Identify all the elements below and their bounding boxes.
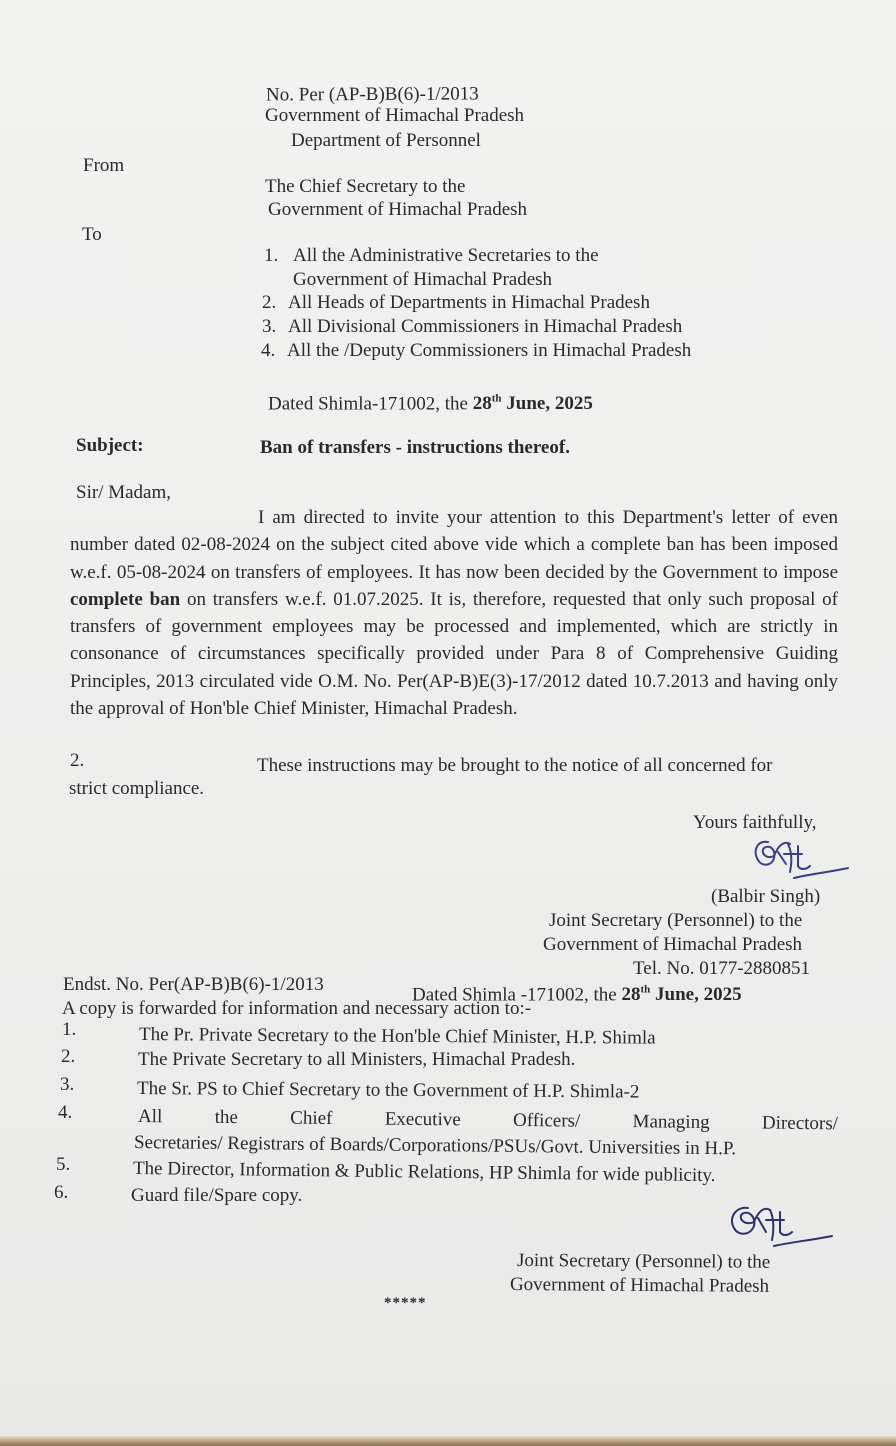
- copy-number: 2.: [61, 1046, 76, 1067]
- endorsement-month-year: June, 2025: [655, 984, 742, 1006]
- copy-number: 1.: [62, 1019, 77, 1040]
- end-mark: *****: [384, 1295, 427, 1311]
- header-government: Government of Himachal Pradesh: [265, 105, 525, 126]
- subject-text: Ban of transfers - instructions thereof.: [260, 437, 570, 458]
- from-line-2: Government of Himachal Pradesh: [268, 199, 528, 220]
- copy-item: The Sr. PS to Chief Secretary to the Government of H.P. Shimla-2: [136, 1078, 640, 1103]
- addressee-number: 3.: [262, 316, 277, 337]
- addressee-item-cont: Government of Himachal Pradesh: [293, 269, 553, 290]
- paragraph-2-number: 2.: [70, 750, 85, 771]
- copy-item: The Director, Information & Public Relations, HP Shimla for wide publicity.: [132, 1158, 716, 1187]
- addressee-item: All Divisional Commissioners in Himachal Pradesh: [288, 316, 683, 337]
- header-department: Department of Personnel: [291, 130, 481, 151]
- signatory-designation: Joint Secretary (Personnel) to the: [549, 910, 803, 931]
- reference-number: No. Per (AP-B)B(6)-1/2013: [265, 83, 479, 106]
- from-label: From: [83, 155, 125, 176]
- addressee-item: All Heads of Departments in Himachal Pradesh: [288, 292, 650, 313]
- body-paragraph-1: [70, 504, 838, 722]
- dated-suffix: th: [491, 393, 502, 405]
- endorsement-day: 28: [621, 984, 641, 1006]
- body-p1-bold: complete ban: [70, 588, 181, 610]
- signature-image-1: [748, 832, 852, 884]
- closing-yours-faithfully: Yours faithfully,: [693, 812, 817, 833]
- endorsement-suffix: th: [640, 984, 651, 996]
- endorsement-government: Government of Himachal Pradesh: [509, 1274, 770, 1297]
- body-p1-after: on transfers w.e.f. 01.07.2025. It is, therefore, requested that only such proposal of transfers of government employees may be processed and implemented, which are strictly in consonance of circumstances specifically provided under Para 8 of Comprehensive Guiding Principles, 2013 circulated vide O.M. No. Per(AP-B)E(3)-17/2012 dated 10.7.2013 and having only the approval of Hon'ble Chief Minister, Himachal Pradesh.: [70, 588, 838, 720]
- copy-item: All the Chief Executive Officers/ Managing Directors/: [137, 1106, 839, 1135]
- signatory-government: Government of Himachal Pradesh: [543, 934, 803, 955]
- dated-line: [268, 388, 593, 415]
- endorsement-designation: Joint Secretary (Personnel) to the: [516, 1250, 771, 1273]
- addressee-item: All the Administrative Secretaries to the: [293, 245, 599, 266]
- copy-item: Guard file/Spare copy.: [131, 1185, 303, 1206]
- signature-image-2: [726, 1196, 836, 1252]
- copy-number: 3.: [60, 1074, 75, 1095]
- signatory-telephone: Tel. No. 0177-2880851: [633, 958, 811, 979]
- addressee-item: All the /Deputy Commissioners in Himachal Pradesh: [287, 340, 692, 361]
- copy-item-cont: Secretaries/ Registrars of Boards/Corporations/PSUs/Govt. Universities in H.P.: [133, 1132, 737, 1160]
- salutation: Sir/ Madam,: [76, 482, 171, 503]
- copy-number: 5.: [56, 1154, 71, 1175]
- paper-bottom-edge: [0, 1436, 896, 1446]
- subject-label: Subject:: [76, 435, 144, 456]
- endorsement-dated-prefix: Dated Shimla -171002, the: [412, 984, 617, 1006]
- copy-number: 4.: [58, 1102, 73, 1123]
- body-p1-before: I am directed to invite your attention to this Department's letter of even number dated 02-08-2024 on the subject cited above vide which a complete ban has been imposed w.e.f. 05-08-2024 on transfers of employees. It has now been decided by the Government to impose: [70, 507, 838, 583]
- signatory-name: (Balbir Singh): [711, 886, 821, 907]
- copy-number: 6.: [54, 1182, 69, 1203]
- paragraph-2-text: These instructions may be brought to the notice of all concerned for: [257, 755, 773, 776]
- endorsement-number: Endst. No. Per(AP-B)B(6)-1/2013: [63, 974, 324, 995]
- endorsement-intro: A copy is forwarded for information and necessary action to:-: [62, 998, 532, 1019]
- addressee-number: 2.: [262, 292, 277, 313]
- to-label: To: [82, 224, 102, 245]
- copy-item: The Private Secretary to all Ministers, Himachal Pradesh.: [138, 1049, 576, 1070]
- paragraph-2-continuation: strict compliance.: [69, 778, 205, 799]
- addressee-number: 1.: [264, 245, 279, 266]
- dated-day: 28: [472, 393, 492, 415]
- from-line-1: The Chief Secretary to the: [265, 176, 466, 197]
- dated-month-year: June, 2025: [506, 393, 593, 415]
- addressee-number: 4.: [261, 340, 276, 361]
- copy-item: The Pr. Private Secretary to the Hon'ble Chief Minister, H.P. Shimla: [138, 1024, 656, 1049]
- dated-prefix: Dated Shimla-171002, the: [268, 393, 468, 415]
